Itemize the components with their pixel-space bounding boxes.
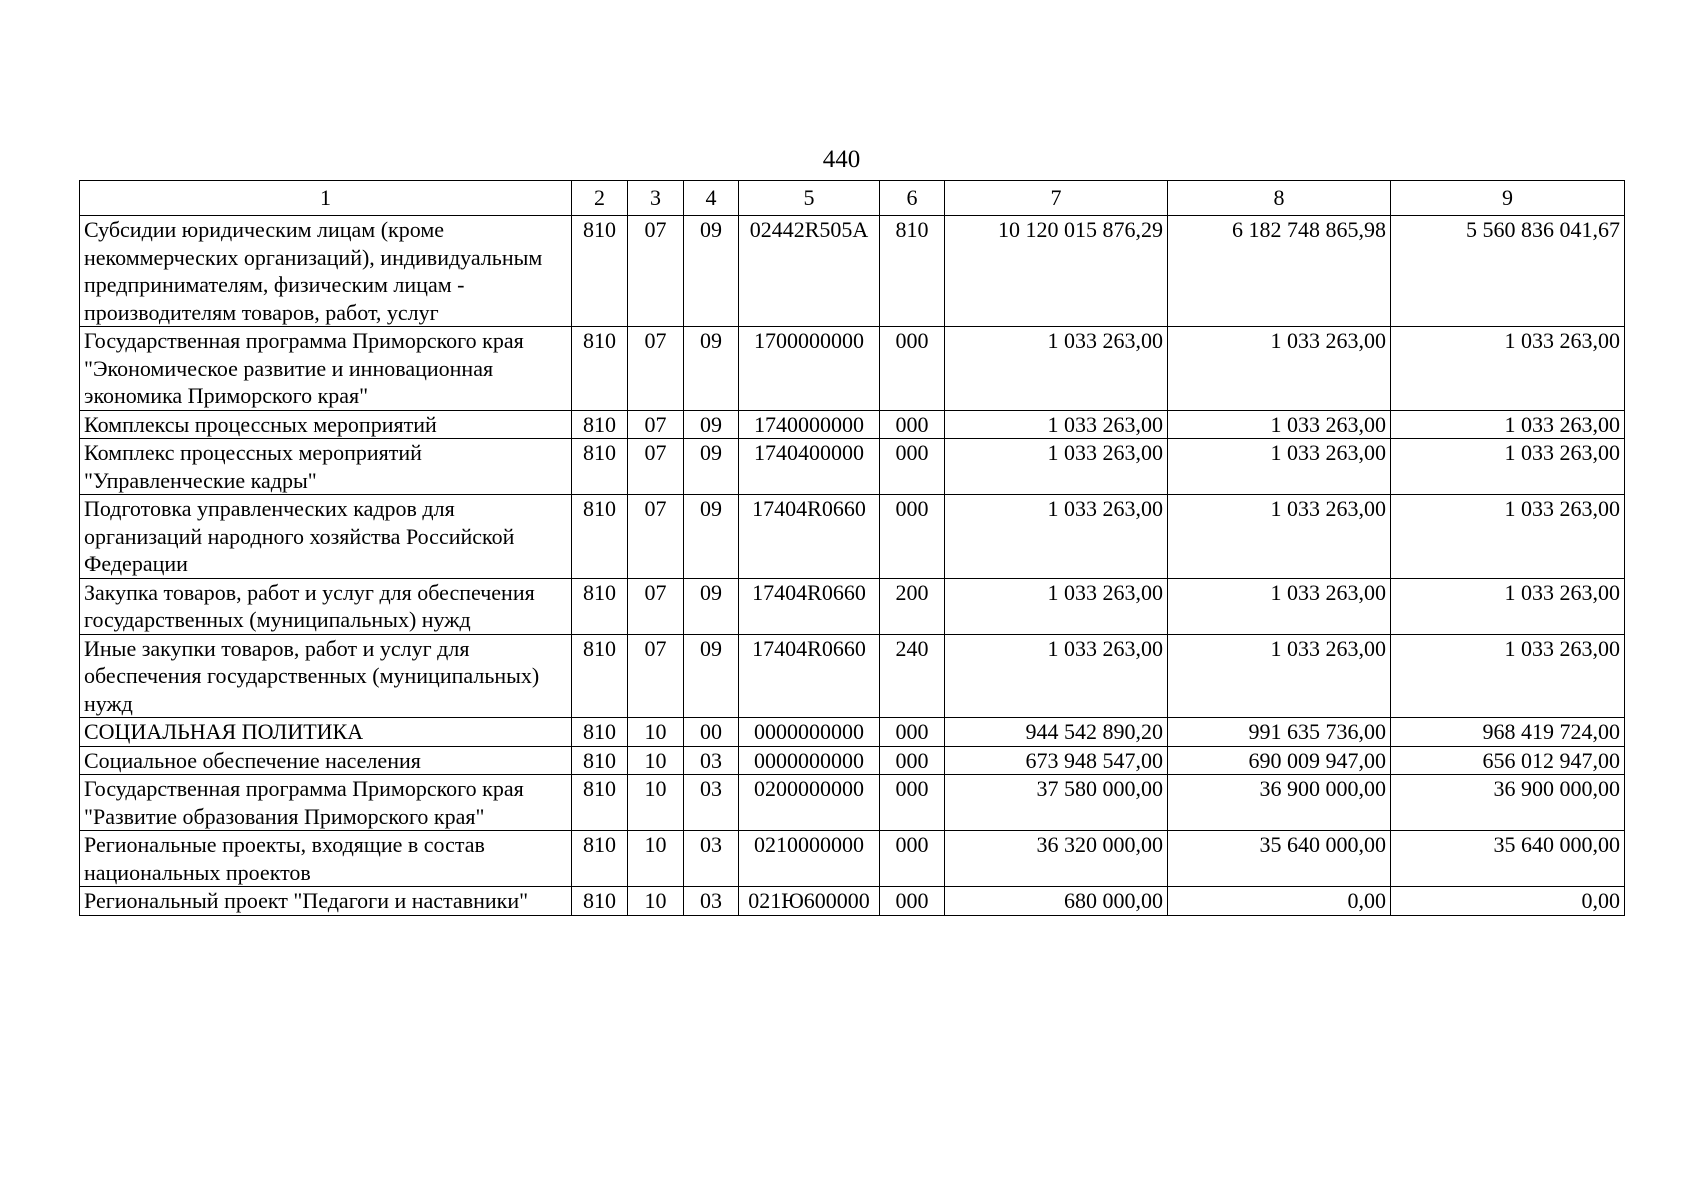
code-subsection: 09 xyxy=(684,216,739,327)
code-admin: 810 xyxy=(572,887,628,916)
amount-col7: 1 033 263,00 xyxy=(945,578,1168,634)
code-expense-type: 000 xyxy=(880,439,945,495)
code-expense-type: 000 xyxy=(880,775,945,831)
code-target: 0000000000 xyxy=(739,746,880,775)
code-target: 17404R0660 xyxy=(739,578,880,634)
amount-col8: 1 033 263,00 xyxy=(1168,327,1391,411)
column-header: 2 xyxy=(572,181,628,216)
amount-col7: 944 542 890,20 xyxy=(945,718,1168,747)
code-target: 1700000000 xyxy=(739,327,880,411)
code-admin: 810 xyxy=(572,495,628,579)
amount-col8: 35 640 000,00 xyxy=(1168,831,1391,887)
code-subsection: 03 xyxy=(684,887,739,916)
code-admin: 810 xyxy=(572,327,628,411)
amount-col7: 1 033 263,00 xyxy=(945,410,1168,439)
row-name: Комплекс процессных мероприятий "Управленческие кадры" xyxy=(80,439,572,495)
table-row xyxy=(80,887,1625,916)
amount-col8: 36 900 000,00 xyxy=(1168,775,1391,831)
code-target: 02442R505A xyxy=(739,216,880,327)
code-section: 10 xyxy=(628,775,684,831)
code-target: 1740000000 xyxy=(739,410,880,439)
code-subsection: 09 xyxy=(684,439,739,495)
amount-col9: 0,00 xyxy=(1391,887,1625,916)
code-subsection: 09 xyxy=(684,327,739,411)
code-subsection: 03 xyxy=(684,746,739,775)
column-header: 9 xyxy=(1391,181,1625,216)
amount-col7: 10 120 015 876,29 xyxy=(945,216,1168,327)
budget-table xyxy=(79,180,1625,916)
amount-col7: 680 000,00 xyxy=(945,887,1168,916)
amount-col9: 36 900 000,00 xyxy=(1391,775,1625,831)
code-section: 07 xyxy=(628,439,684,495)
column-header: 6 xyxy=(880,181,945,216)
amount-col9: 1 033 263,00 xyxy=(1391,439,1625,495)
amount-col9: 5 560 836 041,67 xyxy=(1391,216,1625,327)
code-subsection: 03 xyxy=(684,831,739,887)
code-expense-type: 200 xyxy=(880,578,945,634)
code-admin: 810 xyxy=(572,746,628,775)
amount-col7: 1 033 263,00 xyxy=(945,495,1168,579)
row-name: Закупка товаров, работ и услуг для обеспечения государственных (муниципальных) нужд xyxy=(80,578,572,634)
column-header: 1 xyxy=(80,181,572,216)
code-admin: 810 xyxy=(572,410,628,439)
row-name: Иные закупки товаров, работ и услуг для обеспечения государственных (муниципальных) нужд xyxy=(80,634,572,718)
amount-col7: 673 948 547,00 xyxy=(945,746,1168,775)
amount-col7: 36 320 000,00 xyxy=(945,831,1168,887)
code-expense-type: 000 xyxy=(880,746,945,775)
code-target: 0210000000 xyxy=(739,831,880,887)
code-section: 07 xyxy=(628,634,684,718)
row-name: СОЦИАЛЬНАЯ ПОЛИТИКА xyxy=(80,718,572,747)
table-row xyxy=(80,578,1625,634)
header-row xyxy=(80,181,1625,216)
row-name: Комплексы процессных мероприятий xyxy=(80,410,572,439)
table-row xyxy=(80,216,1625,327)
amount-col7: 37 580 000,00 xyxy=(945,775,1168,831)
code-subsection: 00 xyxy=(684,718,739,747)
code-section: 10 xyxy=(628,718,684,747)
row-name: Государственная программа Приморского края "Развитие образования Приморского края" xyxy=(80,775,572,831)
amount-col9: 1 033 263,00 xyxy=(1391,495,1625,579)
amount-col9: 1 033 263,00 xyxy=(1391,634,1625,718)
amount-col8: 1 033 263,00 xyxy=(1168,578,1391,634)
column-header: 5 xyxy=(739,181,880,216)
column-header: 8 xyxy=(1168,181,1391,216)
table-row xyxy=(80,327,1625,411)
code-subsection: 03 xyxy=(684,775,739,831)
code-expense-type: 000 xyxy=(880,831,945,887)
code-expense-type: 810 xyxy=(880,216,945,327)
code-section: 07 xyxy=(628,216,684,327)
code-admin: 810 xyxy=(572,578,628,634)
code-admin: 810 xyxy=(572,718,628,747)
code-section: 07 xyxy=(628,578,684,634)
column-header: 4 xyxy=(684,181,739,216)
amount-col9: 1 033 263,00 xyxy=(1391,410,1625,439)
amount-col9: 968 419 724,00 xyxy=(1391,718,1625,747)
code-admin: 810 xyxy=(572,439,628,495)
row-name: Региональный проект "Педагоги и наставники" xyxy=(80,887,572,916)
amount-col7: 1 033 263,00 xyxy=(945,327,1168,411)
code-section: 10 xyxy=(628,831,684,887)
amount-col8: 0,00 xyxy=(1168,887,1391,916)
table-row xyxy=(80,634,1625,718)
code-target: 17404R0660 xyxy=(739,634,880,718)
code-subsection: 09 xyxy=(684,495,739,579)
row-name: Региональные проекты, входящие в состав национальных проектов xyxy=(80,831,572,887)
amount-col9: 35 640 000,00 xyxy=(1391,831,1625,887)
page-number: 440 xyxy=(822,146,861,173)
code-target: 0000000000 xyxy=(739,718,880,747)
code-admin: 810 xyxy=(572,831,628,887)
code-target: 0200000000 xyxy=(739,775,880,831)
code-section: 07 xyxy=(628,327,684,411)
code-target: 021Ю600000 xyxy=(739,887,880,916)
code-admin: 810 xyxy=(572,775,628,831)
row-name: Субсидии юридическим лицам (кроме некоммерческих организаций), индивидуальным предпринимателям, физическим лицам - производителям товаров, работ, услуг xyxy=(80,216,572,327)
code-expense-type: 240 xyxy=(880,634,945,718)
code-expense-type: 000 xyxy=(880,718,945,747)
row-name: Подготовка управленческих кадров для организаций народного хозяйства Российской Федерации xyxy=(80,495,572,579)
code-section: 07 xyxy=(628,410,684,439)
table-row xyxy=(80,746,1625,775)
amount-col8: 1 033 263,00 xyxy=(1168,634,1391,718)
column-header: 3 xyxy=(628,181,684,216)
amount-col9: 656 012 947,00 xyxy=(1391,746,1625,775)
code-section: 07 xyxy=(628,495,684,579)
amount-col8: 690 009 947,00 xyxy=(1168,746,1391,775)
amount-col7: 1 033 263,00 xyxy=(945,634,1168,718)
table-row xyxy=(80,410,1625,439)
amount-col8: 6 182 748 865,98 xyxy=(1168,216,1391,327)
code-target: 1740400000 xyxy=(739,439,880,495)
table-row xyxy=(80,831,1625,887)
amount-col8: 991 635 736,00 xyxy=(1168,718,1391,747)
amount-col7: 1 033 263,00 xyxy=(945,439,1168,495)
amount-col8: 1 033 263,00 xyxy=(1168,439,1391,495)
code-expense-type: 000 xyxy=(880,410,945,439)
amount-col9: 1 033 263,00 xyxy=(1391,327,1625,411)
code-admin: 810 xyxy=(572,216,628,327)
code-expense-type: 000 xyxy=(880,495,945,579)
code-subsection: 09 xyxy=(684,578,739,634)
code-subsection: 09 xyxy=(684,634,739,718)
row-name: Государственная программа Приморского края "Экономическое развитие и инновационная экономика Приморского края" xyxy=(80,327,572,411)
code-target: 17404R0660 xyxy=(739,495,880,579)
code-section: 10 xyxy=(628,746,684,775)
code-expense-type: 000 xyxy=(880,887,945,916)
row-name: Социальное обеспечение населения xyxy=(80,746,572,775)
table-row xyxy=(80,495,1625,579)
table-row xyxy=(80,718,1625,747)
code-expense-type: 000 xyxy=(880,327,945,411)
amount-col8: 1 033 263,00 xyxy=(1168,410,1391,439)
amount-col9: 1 033 263,00 xyxy=(1391,578,1625,634)
code-section: 10 xyxy=(628,887,684,916)
table-row xyxy=(80,439,1625,495)
code-admin: 810 xyxy=(572,634,628,718)
table-row xyxy=(80,775,1625,831)
column-header: 7 xyxy=(945,181,1168,216)
amount-col8: 1 033 263,00 xyxy=(1168,495,1391,579)
code-subsection: 09 xyxy=(684,410,739,439)
